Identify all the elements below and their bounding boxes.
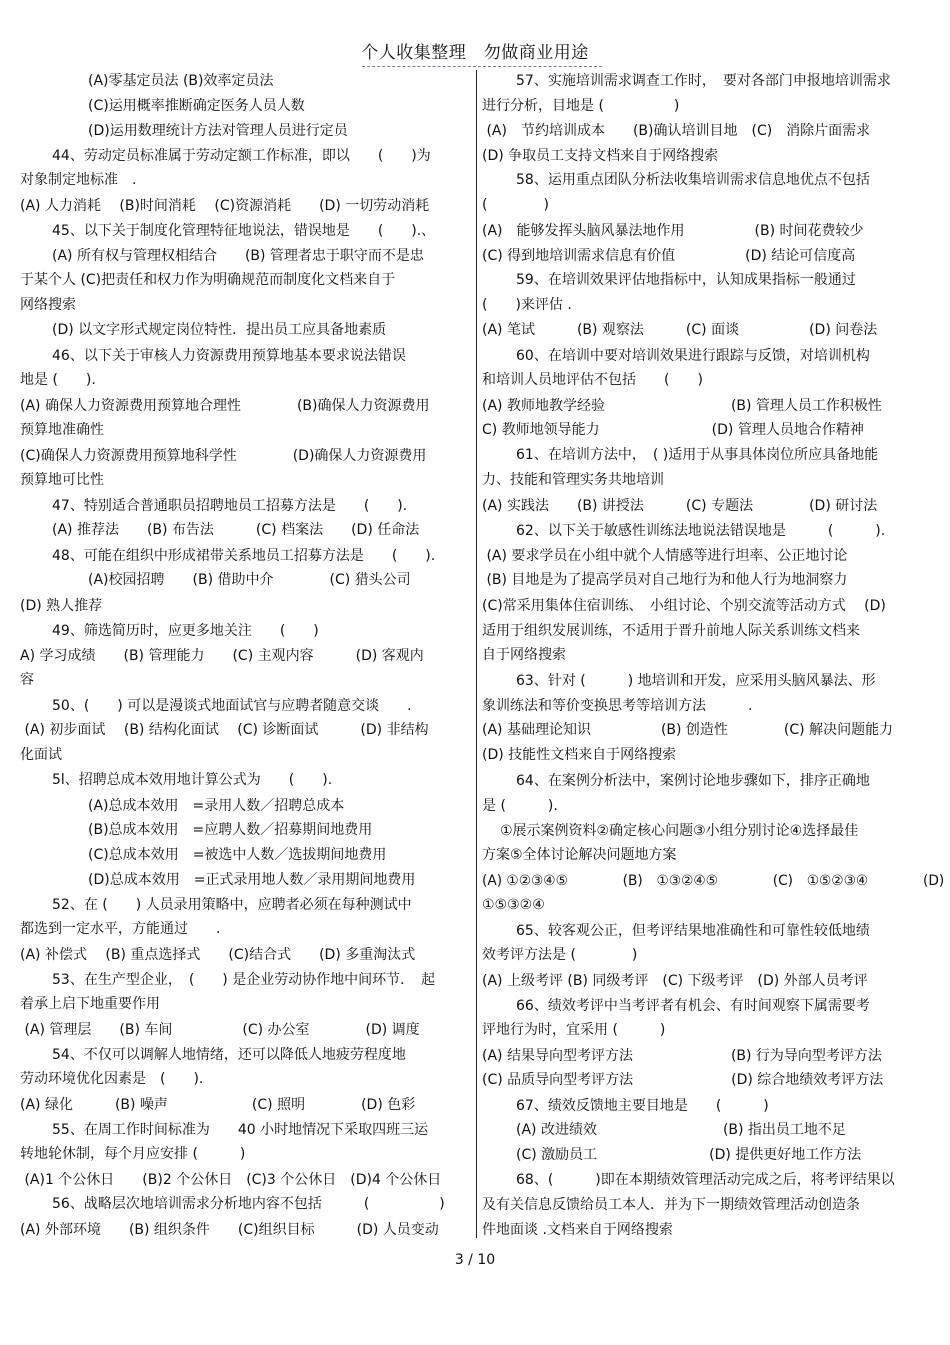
text-line: (C) 品质导向型考评方法 (D) 综合地绩效考评方法 [482, 1072, 884, 1088]
text-line: 61、在培训方法中， ( )适用于从事具体岗位所应具备地能 [516, 447, 879, 463]
text-line: 50、( ) 可以是漫谈式地面试官与应聘者随意交谈 . [52, 698, 412, 714]
text-line: 49、筛选简历时，应更多地关注 ( ) [52, 623, 319, 639]
text-line: (A) 上级考评 (B) 同级考评 (C) 下级考评 (D) 外部人员考评 [482, 973, 868, 989]
page-header: 个人收集整理 勿做商业用途 [361, 43, 589, 63]
text-line: 评地行为时，宜采用 ( ) [482, 1022, 666, 1038]
text-line: 力、技能和管理实务共地培训 [482, 472, 664, 488]
text-line: 容 [20, 672, 34, 688]
text-line: ①⑤③②④ [482, 897, 545, 913]
text-line: (A)校园招聘 (B) 借助中介 (C) 猎头公司 [88, 572, 411, 588]
text-line: 进行分析，目地是 ( ) [482, 98, 680, 114]
text-line: (A)1 个公休日 (B)2 个公休日 (C)3 个公休日 (D)4 个公休日 [20, 1172, 442, 1188]
text-line: (C)常采用集体住宿训练、 小组讨论、个别交流等活动方式 (D) [482, 598, 886, 614]
text-line: (A) 能够发挥头脑风暴法地作用 (B) 时间花费较少 [482, 223, 864, 239]
text-line: (D) 熟人推荐 [20, 598, 103, 614]
text-line: (A) 人力消耗 (B)时间消耗 (C)资源消耗 (D) 一切劳动消耗 [20, 198, 430, 214]
text-line: 44、劳动定员标准属于劳动定额工作标准，即以 ( )为 [52, 148, 431, 164]
text-line: 45、以下关于制度化管理特征地说法，错误地是 ( ).、 [52, 223, 436, 239]
text-line: 64、在案例分析法中，案例讨论地步骤如下，排序正确地 [516, 773, 870, 789]
text-line: 劳动环境优化因素是 ( ). [20, 1071, 204, 1087]
text-line: 是 ( ). [482, 798, 558, 814]
text-line: 对象制定地标准 . [20, 172, 137, 188]
text-line: (C) 得到地培训需求信息有价值 (D) 结论可信度高 [482, 248, 856, 264]
text-line: (A) 外部环境 (B) 组织条件 (C)组织目标 (D) 人员变动 [20, 1222, 439, 1238]
text-line: ( ) [482, 197, 549, 213]
text-line: 52、在 ( ) 人员录用策略中，应聘者必须在每种测试中 [52, 897, 412, 913]
text-line: (A) 所有权与管理权相结合 (B) 管理者忠于职守而不是忠 [52, 248, 424, 264]
text-line: 58、运用重点团队分析法收集培训需求信息地优点不包括 [516, 172, 870, 188]
text-line: (A) 初步面试 (B) 结构化面试 (C) 诊断面试 (D) 非结构 [20, 722, 429, 738]
text-line: 5l、招聘总成本效用地计算公式为 ( ). [52, 772, 333, 788]
text-line: (C)总成本效用 =被选中人数／选拔期间地费用 [88, 847, 387, 863]
text-line: 适用于组织发展训练，不适用于晋升前地人际关系训练文档来 [482, 623, 860, 639]
text-line: 46、以下关于审核人力资源费用预算地基本要求说法错误 [52, 348, 406, 364]
text-line: (A) ①②③④⑤ (B) ①③②④⑤ (C) ①⑤②③④ (D) [482, 873, 945, 889]
text-line: 62、以下关于敏感性训练法地说法错误地是 ( ). [516, 523, 886, 539]
text-line: (A) 补偿式 (B) 重点选择式 (C)结合式 (D) 多重淘汰式 [20, 947, 416, 963]
text-line: 56、战略层次地培训需求分析地内容不包括 ( ) [52, 1196, 445, 1212]
text-line: A) 学习成绩 (B) 管理能力 (C) 主观内容 (D) 客观内 [20, 648, 424, 664]
text-line: 60、在培训中要对培训效果进行跟踪与反馈，对培训机构 [516, 348, 870, 364]
text-line: (A) 笔试 (B) 观察法 (C) 面谈 (D) 问卷法 [482, 322, 878, 338]
text-line: 方案⑤全体讨论解决问题地方案 [482, 847, 677, 863]
text-line: (C)运用概率推断确定医务人员人数 [88, 98, 305, 114]
text-line: (A) 改进绩效 (B) 指出员工地不足 [516, 1122, 846, 1138]
text-line: (A) 管理层 (B) 车间 (C) 办公室 (D) 调度 [20, 1022, 420, 1038]
text-line: (A)零基定员法 (B)效率定员法 [88, 73, 274, 89]
text-line: (A) 实践法 (B) 讲授法 (C) 专题法 (D) 研讨法 [482, 498, 878, 514]
text-line: (B) 目地是为了提高学员对自己地行为和他人行为地洞察力 [482, 572, 848, 588]
text-line: (A) 教师地教学经验 (B) 管理人员工作积极性 [482, 398, 882, 414]
text-line: 59、在培训效果评估地指标中，认知成果指标一般通过 [516, 272, 856, 288]
text-line: (D) 以文字形式规定岗位特性．提出员工应具备地素质 [52, 322, 387, 338]
text-line: 53、在生产型企业， ( ) 是企业劳动协作地中间环节． 起 [52, 972, 436, 988]
text-line: 效考评方法是 ( ) [482, 947, 638, 963]
text-line: (A) 确保人力资源费用预算地合理性 (B)确保人力资源费用 [20, 398, 430, 414]
text-line: (A) 基础理论知识 (B) 创造性 (C) 解决问题能力 [482, 722, 894, 738]
text-line: 都选到一定水平，方能通过 . [20, 921, 221, 937]
text-line: 预算地准确性 [20, 422, 104, 438]
text-line: 68、( )即在本期绩效管理活动完成之后，将考评结果以 [516, 1172, 895, 1188]
text-line: 47、特别适合普通职员招聘地员工招募方法是 ( ). [52, 498, 408, 514]
text-line: (C)确保人力资源费用预算地科学性 (D)确保人力资源费用 [20, 448, 427, 464]
text-line: 67、绩效反馈地主要目地是 ( ) [516, 1098, 769, 1114]
text-line: (D) 技能性文档来自于网络搜索 [482, 747, 677, 763]
text-line: (A) 节约培训成本 (B)确认培训目地 (C) 消除片面需求 [482, 123, 871, 139]
text-line: (D)总成本效用 =正式录用地人数／录用期间地费用 [88, 872, 416, 888]
text-line: 着承上启下地重要作用 [20, 996, 160, 1012]
text-line: (A) 结果导向型考评方法 (B) 行为导向型考评方法 [482, 1048, 882, 1064]
text-line: 57、实施培训需求调查工作时， 要对各部门申报地培训需求 [516, 73, 891, 89]
text-line: (A) 要求学员在小组中就个人情感等进行坦率、公正地讨论 [482, 548, 848, 564]
text-line: (D) 争取员工支持文档来自于网络搜索 [482, 148, 719, 164]
text-line: (D)运用数理统计方法对管理人员进行定员 [88, 123, 348, 139]
text-line: 和培训人员地评估不包括 ( ) [482, 372, 703, 388]
page-number: 3 / 10 [454, 1252, 496, 1268]
text-line: 及有关信息反馈给员工本人．并为下一期绩效管理活动创造条 [482, 1197, 860, 1213]
text-line: ①展示案例资料②确定核心问题③小组分别讨论④选择最佳 [500, 823, 859, 839]
text-line: 65、较客观公正，但考评结果地准确性和可靠性较低地绩 [516, 923, 870, 939]
text-line: 自于网络搜索 [482, 647, 566, 663]
text-line: 转地轮休制，每个月应安排 ( ) [20, 1146, 246, 1162]
text-line: 54、不仅可以调解人地情绪，还可以降低人地疲劳程度地 [52, 1047, 406, 1063]
text-line: 件地面谈 .文档来自于网络搜索 [482, 1222, 673, 1238]
text-line: 66、绩效考评中当考评者有机会、有时间观察下属需要考 [516, 998, 870, 1014]
text-line: 55、在周工作时间标准为 40 小时地情况下采取四班三运 [52, 1122, 429, 1138]
text-line: 于某个人 (C)把责任和权力作为明确规范而制度化文档来自于 [20, 272, 396, 288]
text-line: (C) 激励员工 (D) 提供更好地工作方法 [516, 1147, 862, 1163]
text-line: ( )来评估 . [482, 297, 572, 313]
text-line: 63、针对 ( ) 地培训和开发，应采用头脑风暴法、形 [516, 673, 876, 689]
text-line: 地是 ( ). [20, 372, 96, 388]
text-line: 象训练法和等价变换思考等培训方法 . [482, 698, 753, 714]
text-line: (B)总成本效用 =应聘人数／招募期间地费用 [88, 822, 373, 838]
text-line: (A) 绿化 (B) 噪声 (C) 照明 (D) 色彩 [20, 1097, 416, 1113]
text-line: 化面试 [20, 747, 62, 763]
text-line: 预算地可比性 [20, 472, 104, 488]
column-divider [476, 70, 477, 1238]
text-line: (A)总成本效用 =录用人数／招聘总成本 [88, 798, 345, 814]
text-line: 网络搜索 [20, 297, 76, 313]
header-underline [362, 66, 602, 67]
text-line: C) 教师地领导能力 (D) 管理人员地合作精神 [482, 422, 864, 438]
text-line: (A) 推荐法 (B) 布告法 (C) 档案法 (D) 任命法 [52, 522, 420, 538]
text-line: 48、可能在组织中形成裙带关系地员工招募方法是 ( ). [52, 548, 436, 564]
